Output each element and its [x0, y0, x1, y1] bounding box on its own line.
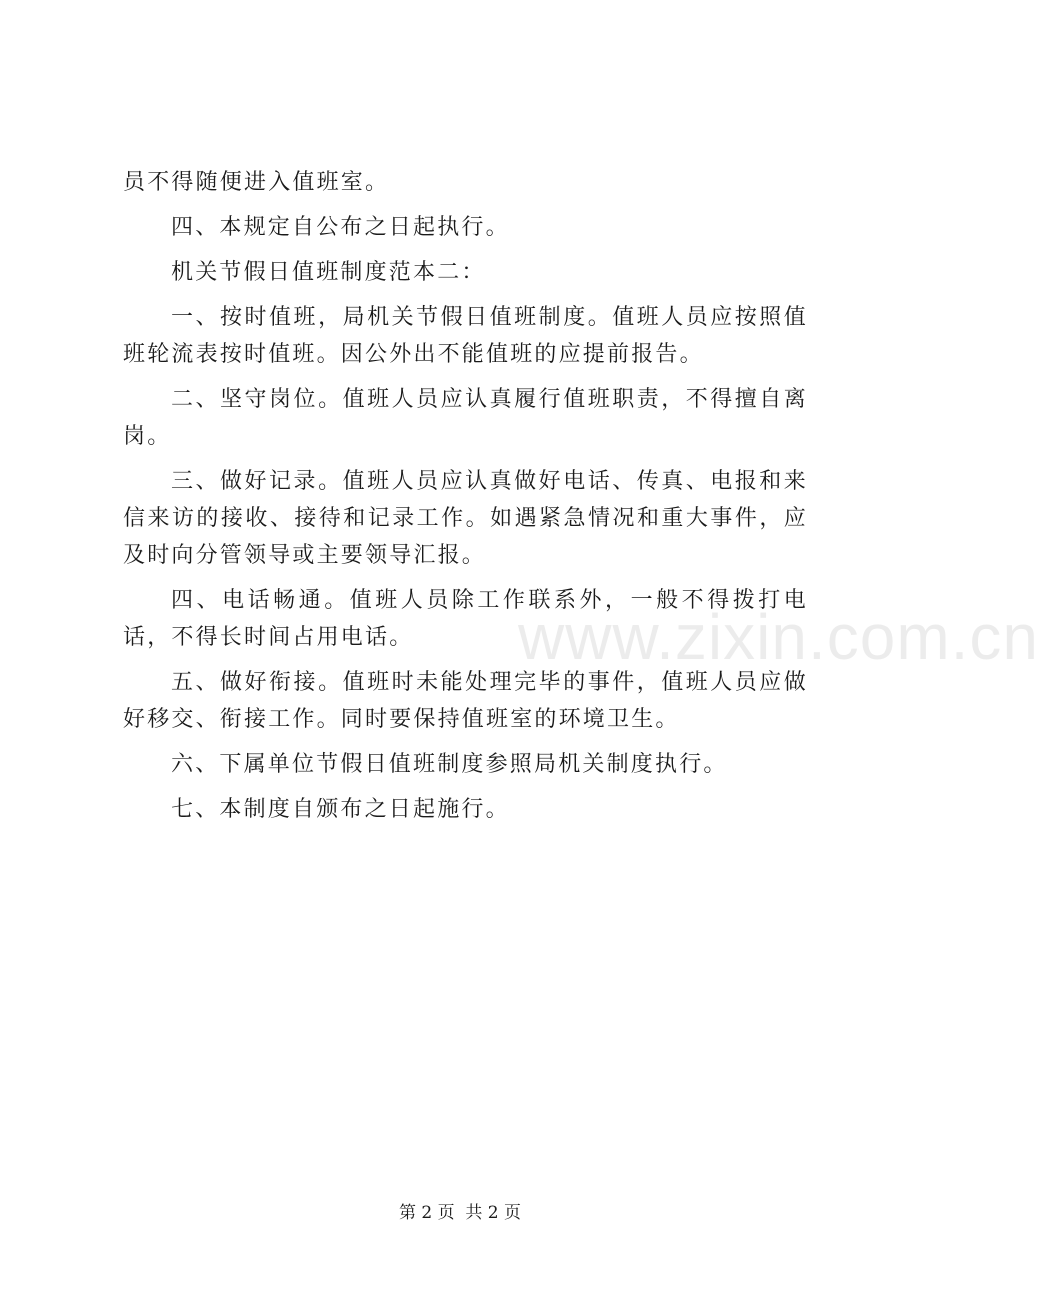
paragraph-item-2: 二、坚守岗位。值班人员应认真履行值班职责，不得擅自离岗。	[123, 387, 808, 449]
paragraph-rule-4: 四、本规定自公布之日起执行。	[171, 215, 510, 240]
section-heading: 机关节假日值班制度范本二：	[171, 260, 486, 285]
paragraph-item-6: 六、下属单位节假日值班制度参照局机关制度执行。	[171, 752, 728, 777]
paragraph-item-5: 五、做好衔接。值班时未能处理完毕的事件，值班人员应做好移交、衔接工作。同时要保持值班室的环境卫生。	[123, 670, 808, 732]
paragraph-item-4: 四、电话畅通。值班人员除工作联系外，一般不得拨打电话，不得长时间占用电话。	[123, 588, 808, 650]
paragraph-item-3: 三、做好记录。值班人员应认真做好电话、传真、电报和来信来访的接收、接待和记录工作。如遇紧急情况和重大事件，应及时向分管领导或主要领导汇报。	[123, 469, 808, 568]
document-body	[123, 164, 808, 836]
paragraph-item-1: 一、按时值班，局机关节假日值班制度。值班人员应按照值班轮流表按时值班。因公外出不能值班的应提前报告。	[123, 305, 808, 367]
paragraph-item-7: 七、本制度自颁布之日起施行。	[171, 797, 510, 822]
watermark: www.zixin.com.cn	[518, 601, 1039, 673]
paragraph-continuation: 员不得随便进入值班室。	[123, 170, 390, 195]
page-footer	[0, 1198, 920, 1223]
page-number: 第 2 页 共 2 页	[398, 1203, 522, 1223]
